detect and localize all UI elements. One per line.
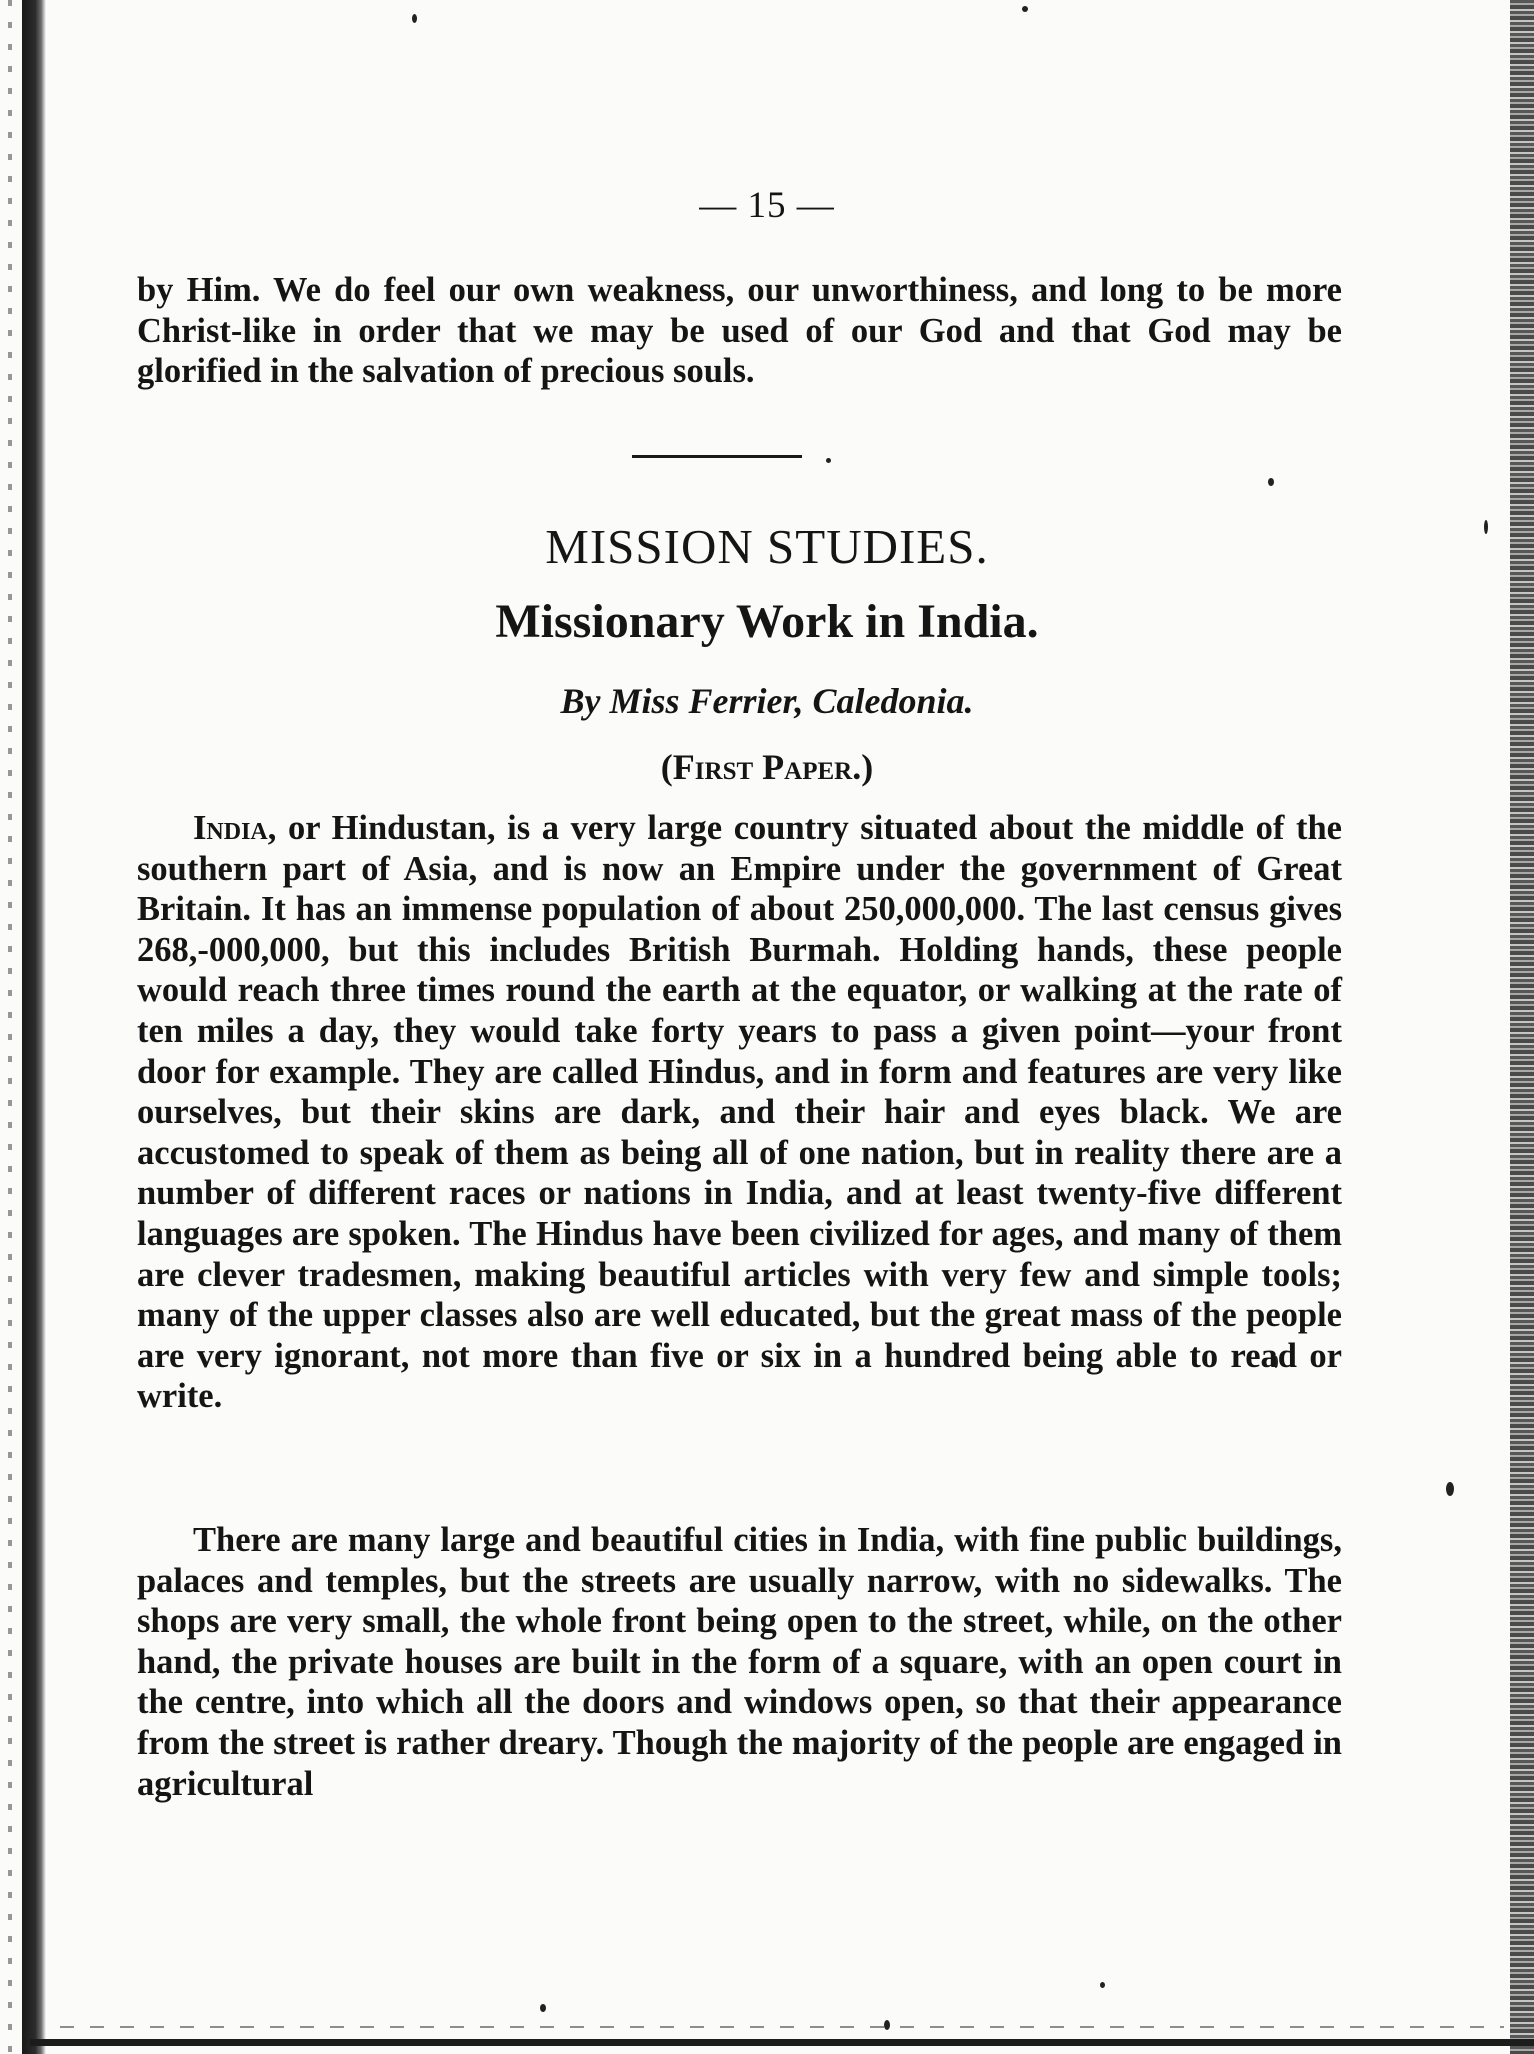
page-number: — 15 — [699, 185, 835, 226]
paper-label-open: ( [660, 747, 673, 787]
paper-label-close: ) [861, 747, 874, 787]
page-edge-left-thin [8, 0, 12, 2054]
paper-label [0, 746, 1534, 788]
scan-speck [540, 2004, 546, 2012]
byline: By Miss Ferrier, Caledonia. [560, 681, 974, 721]
paper-label-text: First Paper. [672, 747, 862, 787]
scan-speck [412, 14, 417, 23]
page-edge-left [22, 0, 46, 2054]
section-title: MISSION STUDIES. [545, 519, 989, 574]
page-edge-bottom [30, 2039, 1534, 2046]
paragraph-lead-word: India, [193, 809, 277, 847]
paragraph-text [137, 808, 1342, 1417]
body-paragraph-2 [137, 1520, 1342, 1804]
page-edge-right [1510, 0, 1534, 2054]
body-paragraph-1 [137, 808, 1342, 1417]
scan-speck [1268, 478, 1274, 486]
paragraph-text: by Him. We do feel our own weakness, our unworthiness, and long to be more Christ-like in order that we may be used of our God and that God may be glorified in the salvation of precious souls. [137, 271, 1342, 391]
scan-speck [826, 458, 831, 463]
paragraph-text: There are many large and beautiful cities in India, with fine public buildings, palaces and temples, but the streets are usually narrow, with no sidewalks. The shops are very small, the whole front being open to the street, while, on the other hand, the private houses are built in the form of a square, with an open court in the centre, into which all the doors and windows open, so that their appearance from the street is rather dreary. Though the majority of the people are engaged in agricultural [137, 1521, 1342, 1803]
scan-speck [1100, 1982, 1105, 1988]
section-divider [632, 455, 802, 458]
scan-speck [884, 2020, 890, 2030]
paragraph-body: or Hindustan, is a very large country situated about the middle of the southern part of Asia, and is now an Empire under the government of Great Britain. It has an immense population of about 250,000,000. The last census gives 268,-000,000, but this includes British Burmah. Holding hands, these people would reach three times round the earth at the equator, or walking at the rate of ten miles a day, they would take forty years to pass a given point—your front door for example. They are called Hindus, and in form and features are very like ourselves, but their skins are dark, and their hair and eyes black. We are accustomed to speak of them as being all of one nation, but in reality there are a number of different races or nations in India, and at least twenty-five different languages are spoken. The Hindus have been civilized for ages, and many of them are clever tradesmen, making beautiful articles with very few and simple tools; many of the upper classes also are well educated, but the great mass of the people are very ignorant, not more than five or six in a hundred being able to read or write. [137, 809, 1342, 1416]
page-edge-bottom-dashes [60, 2026, 1504, 2028]
scan-speck [1446, 1482, 1454, 1496]
scan-speck [1022, 6, 1028, 12]
article-title: Missionary Work in India. [495, 595, 1039, 648]
continued-paragraph [137, 270, 1342, 392]
